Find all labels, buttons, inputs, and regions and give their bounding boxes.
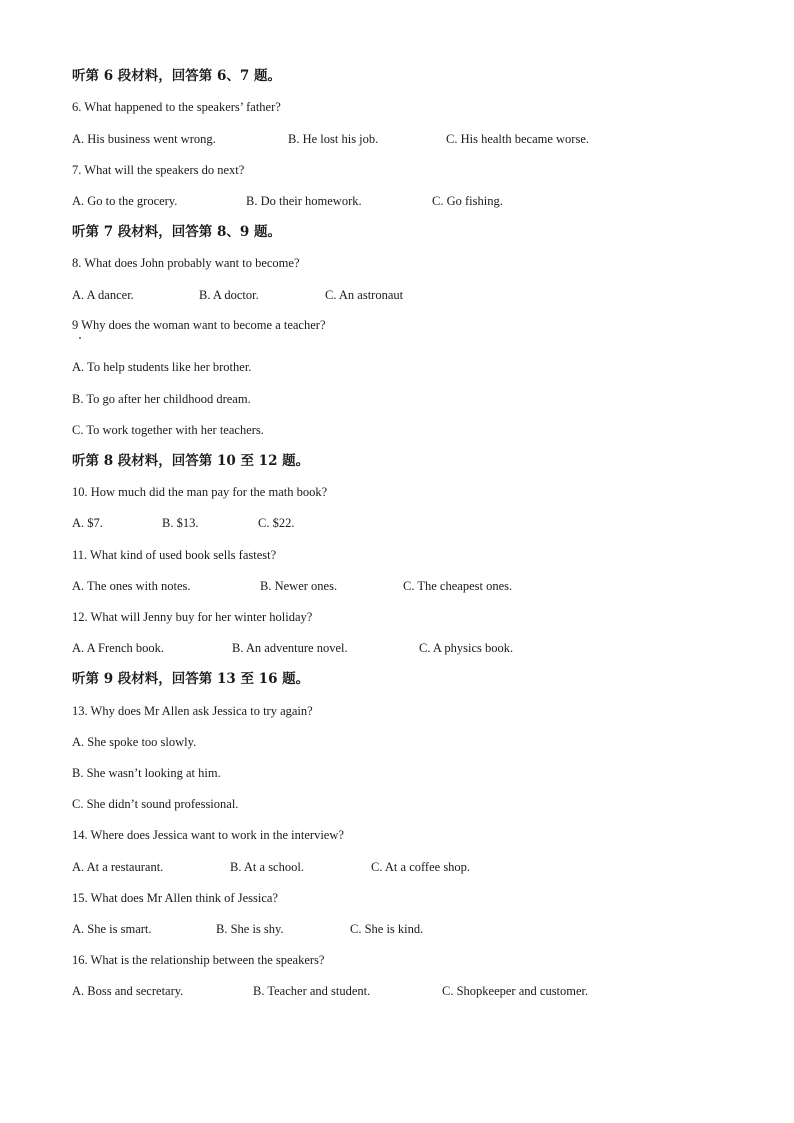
question-13-option-c: C. She didn’t sound professional. (72, 797, 239, 811)
question-14-option-b: B. At a school. (230, 860, 304, 874)
question-15-option-c: C. She is kind. (350, 922, 424, 936)
question-15-stem: 15. What does Mr Allen think of Jessica? (72, 891, 278, 905)
question-7-option-c: C. Go fishing. (432, 194, 503, 208)
question-16-option-b: B. Teacher and student. (253, 984, 371, 998)
question-10-stem: 10. How much did the man pay for the math book? (72, 485, 328, 499)
question-16-option-c: C. Shopkeeper and customer. (442, 984, 589, 998)
question-6-option-a: A. His business went wrong. (72, 132, 216, 146)
question-8-option-c: C. An astronaut (325, 288, 404, 302)
question-12-option-a: A. A French book. (72, 641, 165, 655)
question-6-stem: 6. What happened to the speakers’ father? (72, 100, 281, 114)
question-7-stem: 7. What will the speakers do next? (72, 163, 245, 177)
question-6-option-b: B. He lost his job. (288, 132, 379, 146)
question-11-option-b: B. Newer ones. (260, 579, 338, 593)
section-heading-7: 听第 7 段材料，回答第 8、9 题。 (72, 224, 281, 240)
question-9-option-c: C. To work together with her teachers. (72, 423, 264, 437)
question-12-option-b: B. An adventure novel. (232, 641, 348, 655)
question-16-stem: 16. What is the relationship between the speakers? (72, 953, 325, 967)
question-9-option-b: B. To go after her childhood dream. (72, 392, 251, 406)
stray-dot-mark (79, 337, 81, 339)
question-7-option-a: A. Go to the grocery. (72, 194, 178, 208)
question-6-option-c: C. His health became worse. (446, 132, 590, 146)
question-9-option-a: A. To help students like her brother. (72, 360, 252, 374)
question-8-option-a: A. A dancer. (72, 288, 134, 302)
question-12-stem: 12. What will Jenny buy for her winter holiday? (72, 610, 313, 624)
question-13-stem: 13. Why does Mr Allen ask Jessica to try again? (72, 704, 313, 718)
question-15-option-a: A. She is smart. (72, 922, 152, 936)
question-8-stem: 8. What does John probably want to become? (72, 256, 300, 270)
question-11-stem: 11. What kind of used book sells fastest? (72, 548, 277, 562)
question-13-option-a: A. She spoke too slowly. (72, 735, 197, 749)
question-14-option-a: A. At a restaurant. (72, 860, 164, 874)
question-10-option-b: B. $13. (162, 516, 199, 530)
question-15-option-b: B. She is shy. (216, 922, 284, 936)
question-9-stem: 9 Why does the woman want to become a teacher? (72, 318, 326, 332)
question-16-option-a: A. Boss and secretary. (72, 984, 184, 998)
question-7-option-b: B. Do their homework. (246, 194, 362, 208)
question-11-option-a: A. The ones with notes. (72, 579, 191, 593)
question-10-option-a: A. $7. (72, 516, 103, 530)
question-10-option-c: C. $22. (258, 516, 295, 530)
section-heading-6: 听第 6 段材料，回答第 6、7 题。 (72, 68, 281, 84)
question-14-stem: 14. Where does Jessica want to work in the interview? (72, 828, 344, 842)
section-heading-9: 听第 9 段材料，回答第 13 至 16 题。 (72, 671, 310, 687)
question-13-option-b: B. She wasn’t looking at him. (72, 766, 221, 780)
question-11-option-c: C. The cheapest ones. (403, 579, 513, 593)
question-8-option-b: B. A doctor. (199, 288, 259, 302)
question-14-option-c: C. At a coffee shop. (371, 860, 471, 874)
question-12-option-c: C. A physics book. (419, 641, 514, 655)
section-heading-8: 听第 8 段材料，回答第 10 至 12 题。 (72, 453, 310, 469)
